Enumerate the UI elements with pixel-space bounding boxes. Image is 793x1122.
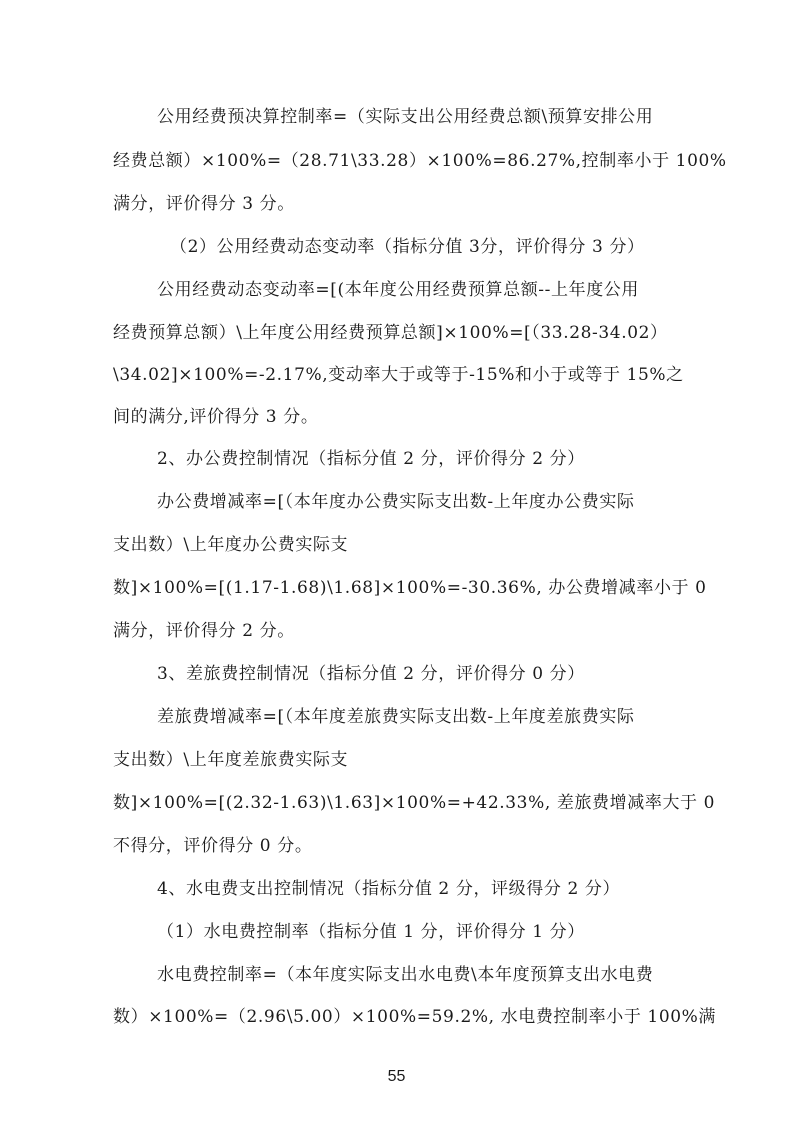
text-line: 支出数）\上年度差旅费实际支 (113, 750, 349, 770)
text-line: 满分，评价得分 2 分。 (113, 621, 295, 641)
text-line: 支出数）\上年度办公费实际支 (113, 535, 349, 555)
section-heading: 3、差旅费控制情况（指标分值 2 分，评价得分 0 分） (157, 664, 585, 684)
text-line: 经费总额）×100%=（28.71\33.28）×100%=86.27%,控制率小于 100% (113, 151, 727, 171)
text-line: 公用经费预决算控制率=（实际支出公用经费总额\预算安排公用 (157, 107, 654, 127)
text-line: 差旅费增减率=[（本年度差旅费实际支出数-上年度差旅费实际 (157, 707, 635, 727)
text-line: 经费预算总额）\上年度公用经费预算总额]×100%=[（33.28-34.02） (113, 323, 668, 343)
text-line: 数）×100%=（2.96\5.00）×100%=59.2%, 水电费控制率小于 100%满 (113, 1007, 717, 1027)
section-heading: 2、办公费控制情况（指标分值 2 分，评价得分 2 分） (157, 449, 585, 469)
section-heading: （1）水电费控制率（指标分值 1 分，评价得分 1 分） (157, 922, 585, 942)
text-line: 不得分，评价得分 0 分。 (113, 836, 313, 856)
text-line: \34.02]×100%=-2.17%,变动率大于或等于-15%和小于或等于 15%之 (113, 365, 684, 385)
text-line: 满分，评价得分 3 分。 (113, 194, 295, 214)
text-line: 水电费控制率=（本年度实际支出水电费\本年度预算支出水电费 (157, 965, 654, 985)
section-heading: （2）公用经费动态变动率（指标分值 3分，评价得分 3 分） (170, 237, 645, 257)
text-line: 办公费增减率=[（本年度办公费实际支出数-上年度办公费实际 (157, 492, 635, 512)
text-line: 数]×100%=[(2.32-1.63)\1.63]×100%=+42.33%, 差旅费增减率大于 0 (113, 793, 716, 813)
page-number: 55 (387, 1068, 406, 1085)
text-line: 数]×100%=[(1.17-1.68)\1.68]×100%=-30.36%, 办公费增减率小于 0 (113, 578, 707, 598)
text-line: 间的满分,评价得分 3 分。 (113, 407, 319, 427)
section-heading: 4、水电费支出控制情况（指标分值 2 分，评级得分 2 分） (157, 879, 621, 899)
text-line: 公用经费动态变动率=[(本年度公用经费预算总额--上年度公用 (157, 280, 639, 300)
